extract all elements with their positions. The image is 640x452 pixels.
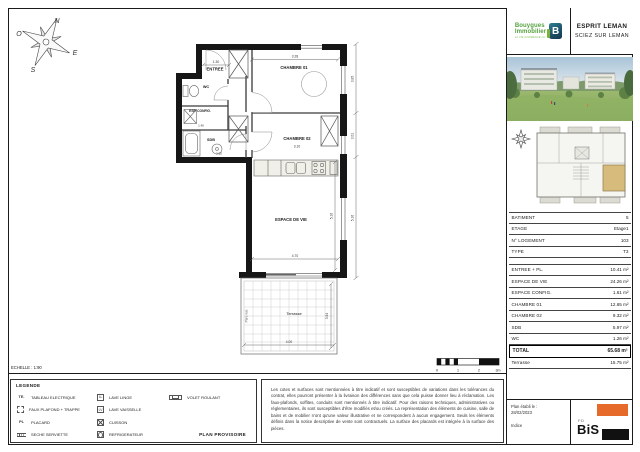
room-label: WC (202, 85, 210, 89)
info-table-row (509, 265, 631, 277)
building-key-plan (507, 123, 633, 209)
dimension-label: 1.40 (198, 123, 204, 128)
dimension-lines (201, 42, 359, 350)
legend-label: CUISSON (109, 419, 128, 425)
room-label: ENTREE (206, 66, 224, 72)
info-table-row (509, 224, 631, 236)
row-value: 5.97 m² (612, 324, 629, 330)
scale-label: ECHELLE : 1:90 (11, 365, 42, 370)
dimension-label: 5.16 (350, 214, 355, 222)
legend-item (17, 431, 80, 439)
dimension-label: 3.85 (350, 75, 355, 83)
legend-item (97, 418, 143, 426)
info-table-row (509, 334, 631, 346)
dimension-label: 3.94 (325, 312, 329, 320)
bouygues-logo (507, 8, 571, 54)
info-table-row (509, 288, 631, 300)
bouygues-b-icon: B (549, 23, 562, 39)
dimension-label: 2.02 (216, 151, 222, 156)
compass-letter: E (72, 50, 78, 57)
room-label: CHAMBRE 02 (283, 136, 311, 141)
row-value: Etage1 (613, 226, 629, 232)
legend-item (17, 406, 80, 414)
bis-logo-text: BiS (577, 422, 600, 437)
footer-block (507, 399, 633, 445)
row-value: 24.26 m² (610, 278, 629, 284)
te-symbol-icon: TE. (18, 395, 25, 399)
row-label: CHAMBRE 01 (511, 301, 542, 307)
room-label: ESP. CONFIG. (189, 109, 211, 113)
row-label: ENTREE + PL. (511, 267, 544, 273)
row-label: ESPACE CONFIG. (511, 290, 552, 296)
legend-item (97, 431, 143, 439)
info-table-row (509, 322, 631, 334)
lave-vaisselle-icon: LV (98, 407, 103, 412)
legend-title: LEGENDE (16, 383, 41, 388)
brand-name-line1: Bouygues (514, 22, 545, 29)
placard-icon: PL (17, 419, 26, 426)
bedroom-furniture (302, 72, 327, 97)
info-table-row (509, 299, 631, 311)
legend-label: VOLET ROULANT (187, 394, 221, 400)
architect-logo (571, 400, 633, 445)
plan-date-value: 28/02/2023 (511, 410, 532, 416)
legend-label: LAVE LINGE (109, 394, 133, 400)
highlighted-unit (603, 165, 625, 191)
dimension-label: 1.30 (212, 60, 220, 64)
scale-tick: 2 (478, 368, 480, 373)
brand-name-line2: Immobilier (514, 29, 547, 36)
info-table-row (509, 345, 631, 358)
row-label: SDB (511, 324, 522, 330)
lave-linge-icon: LL (98, 395, 103, 399)
row-value: 15.75 m² (610, 360, 629, 366)
bis-logo-fd: FD (578, 418, 585, 423)
legend-box (10, 379, 257, 443)
scale-bar (437, 359, 499, 366)
cuisson-icon (97, 419, 104, 426)
bis-logo-orange-block (597, 404, 628, 416)
row-label: TYPE (511, 249, 524, 255)
legend-label: PLACARD (31, 419, 50, 425)
row-value: 10.41 m² (610, 267, 629, 273)
brand-tagline: LA VIE COMMENCE ICI (514, 35, 546, 39)
info-table-row (509, 276, 631, 288)
row-value: 1.61 m² (612, 290, 629, 296)
row-label: CHAMBRE 02 (511, 313, 542, 319)
room-label: SDB (206, 138, 216, 142)
info-table-row (509, 212, 631, 224)
dimension-label: 3.01 (350, 132, 355, 140)
room-label: Terrasse (286, 311, 302, 316)
compass-letter: O (16, 31, 22, 38)
scale-texts (11, 365, 501, 373)
row-value: 65.68 m² (607, 348, 628, 355)
dimension-label: 5.16 (329, 212, 334, 220)
info-table-row (509, 235, 631, 247)
row-value: 9.32 m² (612, 313, 629, 319)
dimension-label: 4.70 (291, 254, 299, 258)
row-value: T3 (623, 249, 629, 255)
legend-label: REFRIGERATEUR (109, 432, 143, 438)
row-label: ESPACE DE VIE (511, 278, 548, 284)
room-label: Pare vue (244, 309, 249, 323)
dimension-label: 3.10 (293, 144, 301, 149)
title-block (507, 8, 633, 55)
indice-label: Indice (511, 422, 523, 428)
info-table-row (509, 311, 631, 323)
unit-info-table (509, 212, 631, 369)
legend-item (97, 406, 143, 414)
dimension-label: 4.00 (285, 340, 293, 344)
row-label: TOTAL (512, 348, 530, 355)
plan-date-label: Plan établi le : (511, 404, 538, 409)
legend-item (17, 393, 80, 401)
bis-logo-black-block (602, 429, 629, 440)
row-label: BATIMENT (511, 215, 536, 221)
legend-label: FAUX PLAFOND + TRAPPE (29, 407, 80, 413)
legend-label: TABLEAU ELECTRIQUE (31, 394, 76, 400)
info-table-row (509, 247, 631, 259)
row-label: WC (511, 336, 520, 342)
project-name: ESPRIT LEMAN (576, 23, 628, 31)
room-label: ESPACE DE VIE (275, 217, 307, 222)
legend-label: LAVE VAISSELLE (109, 407, 142, 413)
scale-tick: 0 (436, 368, 438, 373)
volet-roulant-icon (169, 395, 182, 400)
legend-item (97, 393, 143, 401)
row-value: 5 (625, 215, 629, 221)
project-rendering-photo (507, 57, 633, 121)
legend-label: SECHE SERVIETTE (31, 432, 69, 438)
scale-tick: 1 (457, 368, 459, 373)
project-city: SCIEZ SUR LEMAN (575, 32, 629, 39)
dimension-label: 3.28 (291, 54, 299, 59)
info-table-row (509, 358, 631, 370)
legal-disclaimer: Les cotes et surfaces sont mentionnées à titre indicatif et sont susceptibles de variations dans les tolérances du contrat, elles pourront présenter à la livraison des différences sans que cela puisse donner lieu à réclamation. Les faux-plafonds, soffites, conduits sont mentionnés à titre indicatif. Pour des raisons techniques, administratives ou réglementaires, ils sont susceptibles d'être modifiés et/ou créés. La représentation des éléments de cuisine, salle de bains et de mobilier n'ont qu'une valeur illustrative et ne correspondent à aucun engagement. Seuls les éléments définis dans la notice descriptive de vente sont contractuels. La surface des placards est intégrée à la surface des pièces. (261, 379, 504, 443)
row-label: N° LOGEMENT (511, 237, 545, 243)
legend-item (169, 393, 220, 401)
faux-plafond-icon (17, 406, 24, 413)
compass-rose-icon (11, 7, 80, 76)
compass-letter: N (54, 18, 60, 25)
room-label: CHAMBRE 01 (280, 65, 308, 70)
row-label: ETAGE (511, 226, 528, 232)
row-label: Terrasse (511, 360, 530, 366)
provisional-plan-label: PLAN PROVISOIRE (199, 432, 246, 437)
row-value: 12.65 m² (610, 301, 629, 307)
compass-letter: S (30, 67, 36, 74)
scale-tick: 3m (495, 368, 501, 373)
toilet (183, 86, 188, 97)
seche-serviette-icon (17, 433, 26, 437)
row-value: 103 (620, 237, 629, 243)
row-value: 1.26 m² (612, 336, 629, 342)
keyplan-compass-icon (512, 130, 530, 148)
legend-item (17, 418, 80, 426)
refrigerateur-icon (97, 431, 104, 438)
